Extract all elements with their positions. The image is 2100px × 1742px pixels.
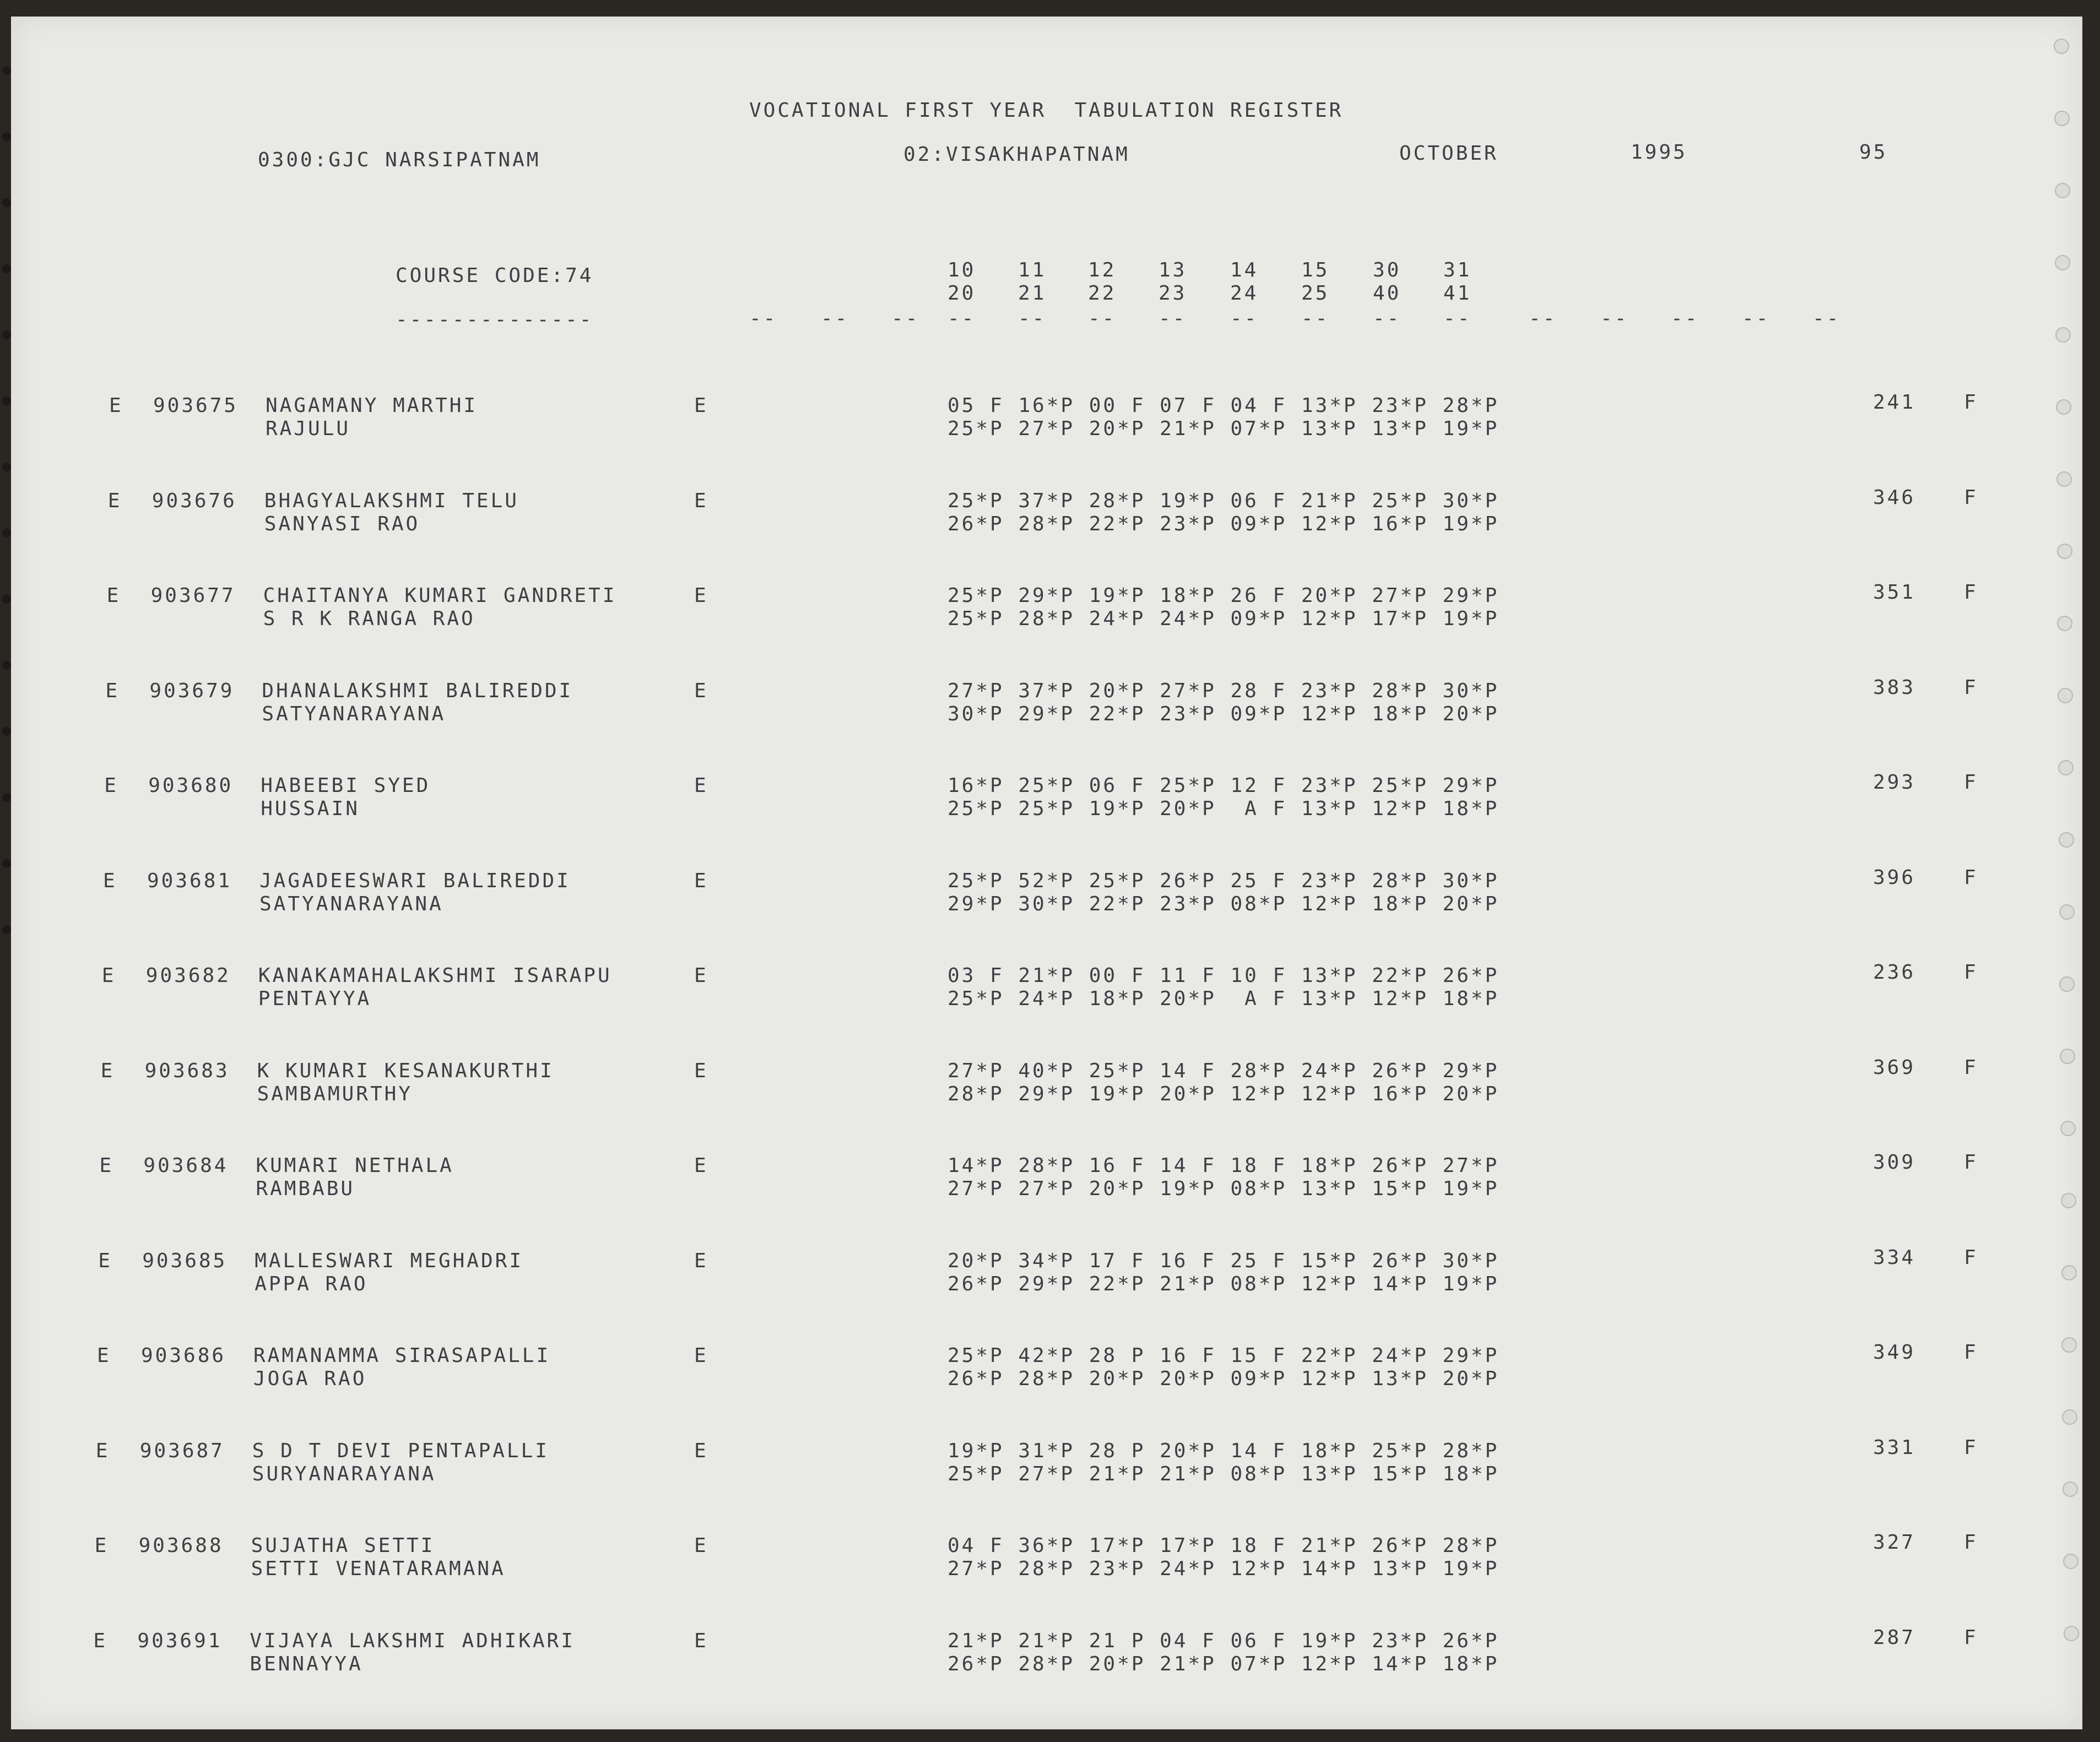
student-record [11, 1146, 2049, 1201]
medium: E [694, 1629, 708, 1652]
punch-hole [2054, 39, 2069, 54]
student-record [11, 1621, 2049, 1676]
result: F [1964, 1056, 1978, 1079]
edge-hole [2, 925, 11, 934]
edge-hole [2, 529, 11, 538]
marks-line-2: 25*P 27*P 20*P 21*P 07*P 13*P 13*P 19*P [948, 417, 1500, 440]
result: F [1964, 581, 1978, 604]
student-name: KANAKAMAHALAKSHMI ISARAPU [258, 964, 612, 987]
student-record [11, 1526, 2049, 1581]
subject-code-top: 11 [1018, 259, 1047, 281]
course-code: COURSE CODE:74 [396, 264, 594, 287]
roll-number: 903688 [138, 1534, 224, 1557]
medium: E [694, 489, 708, 512]
student-record [11, 1241, 2049, 1296]
guardian-name: SURYANARAYANA [252, 1462, 436, 1485]
guardian-name: SATYANARAYANA [262, 702, 446, 725]
medium: E [694, 1534, 708, 1557]
student-record [11, 766, 2049, 821]
total-marks: 331 [1873, 1436, 1916, 1459]
student-name: SUJATHA SETTI [251, 1534, 435, 1557]
roll-number: 903682 [145, 964, 231, 987]
subject-code-top: 12 [1088, 259, 1117, 281]
subject-code-bottom: 25 [1301, 282, 1330, 305]
student-name: MALLESWARI MEGHADRI [255, 1249, 523, 1272]
column-separator: -- [891, 307, 920, 330]
marks-line-2: 27*P 27*P 20*P 19*P 08*P 13*P 15*P 19*P [948, 1177, 1500, 1200]
student-name: VIJAYA LAKSHMI ADHIKARI [250, 1629, 575, 1652]
column-separator: -- [1742, 307, 1771, 330]
column-separator: -- [948, 307, 976, 330]
edge-hole [2, 198, 11, 207]
category: E [94, 1534, 109, 1557]
subject-code-bottom: 22 [1088, 282, 1117, 305]
marks-line-1: 04 F 36*P 17*P 17*P 18 F 21*P 26*P 28*P [948, 1534, 1500, 1557]
result: F [1964, 1341, 1978, 1364]
marks-line-2: 26*P 28*P 22*P 23*P 09*P 12*P 16*P 19*P [948, 512, 1500, 535]
student-record [11, 481, 2049, 536]
medium: E [694, 1059, 708, 1082]
subject-code-top: 31 [1443, 259, 1472, 281]
student-record [11, 671, 2049, 726]
punch-hole [2060, 1049, 2075, 1064]
subject-code-top: 10 [948, 259, 976, 281]
marks-line-1: 25*P 37*P 28*P 19*P 06 F 21*P 25*P 30*P [948, 489, 1500, 512]
edge-hole [2, 463, 11, 471]
subject-code-bottom: 41 [1443, 282, 1472, 305]
subject-code-bottom: 24 [1230, 282, 1259, 305]
column-separator: -- [1600, 307, 1629, 330]
marks-line-2: 25*P 28*P 24*P 24*P 09*P 12*P 17*P 19*P [948, 607, 1500, 630]
guardian-name: S R K RANGA RAO [263, 607, 475, 630]
marks-line-2: 30*P 29*P 22*P 23*P 09*P 12*P 18*P 20*P [948, 702, 1500, 725]
edge-hole [2, 264, 11, 273]
student-name: S D T DEVI PENTAPALLI [252, 1439, 549, 1462]
punch-hole [2061, 1193, 2076, 1208]
total-marks: 334 [1873, 1246, 1916, 1269]
student-name: KUMARI NETHALA [256, 1154, 454, 1177]
roll-number: 903684 [143, 1154, 229, 1177]
category: E [101, 964, 116, 987]
total-marks: 383 [1873, 676, 1916, 699]
subject-code-bottom: 20 [948, 282, 976, 305]
roll-number: 903686 [141, 1344, 226, 1367]
roll-number: 903680 [148, 774, 234, 797]
marks-line-1: 25*P 52*P 25*P 26*P 25 F 23*P 28*P 30*P [948, 869, 1500, 892]
edge-hole [2, 397, 11, 405]
column-separator: -- [1373, 307, 1401, 330]
roll-number: 903677 [150, 584, 236, 607]
result: F [1964, 771, 1978, 794]
marks-line-1: 14*P 28*P 16 F 14 F 18 F 18*P 26*P 27*P [948, 1154, 1500, 1177]
guardian-name: PENTAYYA [258, 987, 372, 1010]
marks-line-1: 25*P 29*P 19*P 18*P 26 F 20*P 27*P 29*P [948, 584, 1500, 607]
punch-hole [2058, 688, 2073, 703]
student-name: NAGAMANY MARTHI [266, 394, 478, 417]
exam-year: 1995 [1631, 141, 1687, 164]
punch-hole [2055, 327, 2071, 343]
medium: E [694, 1249, 708, 1272]
punch-hole [2054, 111, 2070, 126]
student-name: K KUMARI KESANAKURTHI [257, 1059, 554, 1082]
student-name: DHANALAKSHMI BALIREDDI [262, 679, 573, 702]
guardian-name: JOGA RAO [253, 1367, 367, 1390]
result: F [1964, 486, 1978, 509]
category: E [97, 1344, 111, 1367]
marks-line-2: 25*P 25*P 19*P 20*P A F 13*P 12*P 18*P [948, 797, 1500, 820]
district-code: 02:VISAKHAPATNAM [903, 143, 1130, 166]
edge-hole [2, 727, 11, 736]
punch-hole [2063, 1481, 2078, 1497]
page-number: 95 [1859, 141, 1888, 164]
marks-line-1: 20*P 34*P 17 F 16 F 25 F 15*P 26*P 30*P [948, 1249, 1500, 1272]
marks-line-2: 25*P 27*P 21*P 21*P 08*P 13*P 15*P 18*P [948, 1462, 1500, 1485]
student-name: RAMANAMMA SIRASAPALLI [253, 1344, 551, 1367]
punch-hole [2055, 183, 2070, 198]
roll-number: 903679 [149, 679, 235, 702]
punch-hole [2063, 1554, 2079, 1569]
punch-hole [2064, 1626, 2079, 1641]
edge-hole [2, 330, 11, 339]
total-marks: 241 [1873, 391, 1916, 414]
roll-number: 903685 [142, 1249, 228, 1272]
medium: E [694, 1154, 708, 1177]
subject-code-bottom: 23 [1159, 282, 1187, 305]
column-separator: -- [1018, 307, 1047, 330]
category: E [106, 584, 121, 607]
marks-line-1: 25*P 42*P 28 P 16 F 15 F 22*P 24*P 29*P [948, 1344, 1500, 1367]
marks-line-2: 26*P 28*P 20*P 20*P 09*P 12*P 13*P 20*P [948, 1367, 1500, 1390]
register-sheet [11, 17, 2082, 1729]
marks-line-2: 27*P 28*P 23*P 24*P 12*P 14*P 13*P 19*P [948, 1558, 1500, 1580]
guardian-name: SATYANARAYANA [259, 892, 443, 915]
category: E [104, 774, 118, 797]
student-record [11, 861, 2049, 916]
punch-hole [2057, 544, 2072, 559]
guardian-name: RAMBABU [256, 1177, 355, 1200]
roll-number: 903676 [151, 489, 237, 512]
category: E [100, 1059, 115, 1082]
student-name: CHAITANYA KUMARI GANDRETI [263, 584, 617, 607]
result: F [1964, 1436, 1978, 1459]
column-separator: -- [1443, 307, 1472, 330]
total-marks: 327 [1873, 1531, 1916, 1554]
roll-number: 903691 [137, 1629, 223, 1652]
medium: E [694, 679, 708, 702]
subject-code-top: 30 [1373, 259, 1401, 281]
subject-code-bottom: 40 [1373, 282, 1401, 305]
punch-hole [2058, 760, 2074, 775]
guardian-name: APPA RAO [255, 1272, 368, 1295]
result: F [1964, 866, 1978, 889]
total-marks: 351 [1873, 581, 1916, 604]
medium: E [694, 584, 708, 607]
marks-line-1: 16*P 25*P 06 F 25*P 12 F 23*P 25*P 29*P [948, 774, 1500, 797]
total-marks: 369 [1873, 1056, 1916, 1079]
column-separator: -- [1671, 307, 1700, 330]
column-separator: -- [1301, 307, 1330, 330]
roll-number: 903681 [147, 869, 232, 892]
marks-line-1: 27*P 37*P 20*P 27*P 28 F 23*P 28*P 30*P [948, 679, 1500, 702]
roll-number: 903675 [153, 394, 239, 417]
punch-hole [2060, 1121, 2076, 1136]
marks-line-1: 19*P 31*P 28 P 20*P 14 F 18*P 25*P 28*P [948, 1439, 1500, 1462]
medium: E [694, 774, 708, 797]
medium: E [694, 1439, 708, 1462]
marks-line-2: 28*P 29*P 19*P 20*P 12*P 12*P 16*P 20*P [948, 1082, 1500, 1105]
result: F [1964, 1246, 1978, 1269]
column-separator: -- [749, 307, 778, 330]
student-record [11, 1051, 2049, 1106]
medium: E [694, 869, 708, 892]
marks-line-1: 27*P 40*P 25*P 14 F 28*P 24*P 26*P 29*P [948, 1059, 1500, 1082]
student-name: JAGADEESWARI BALIREDDI [259, 869, 571, 892]
guardian-name: RAJULU [266, 417, 351, 440]
course-code-underline: -------------- [396, 308, 594, 331]
result: F [1964, 1531, 1978, 1554]
guardian-name: HUSSAIN [261, 797, 360, 820]
marks-line-2: 26*P 29*P 22*P 21*P 08*P 12*P 14*P 19*P [948, 1272, 1500, 1295]
roll-number: 903687 [139, 1439, 225, 1462]
guardian-name: SANYASI RAO [264, 512, 420, 535]
result: F [1964, 391, 1978, 414]
total-marks: 293 [1873, 771, 1916, 794]
marks-line-1: 05 F 16*P 00 F 07 F 04 F 13*P 23*P 28*P [948, 394, 1500, 417]
punch-hole [2059, 832, 2074, 848]
category: E [103, 869, 117, 892]
punch-hole [2059, 904, 2075, 920]
student-record [11, 1431, 2049, 1486]
guardian-name: BENNAYYA [250, 1652, 363, 1675]
marks-line-2: 29*P 30*P 22*P 23*P 08*P 12*P 18*P 20*P [948, 892, 1500, 915]
column-separator: -- [1529, 307, 1557, 330]
student-name: BHAGYALAKSHMI TELU [264, 489, 519, 512]
student-name: HABEEBI SYED [261, 774, 431, 797]
result: F [1964, 961, 1978, 984]
student-record [11, 956, 2049, 1011]
edge-hole [2, 859, 11, 868]
edge-hole [2, 66, 11, 75]
student-record [11, 1336, 2049, 1391]
punch-hole [2061, 1265, 2077, 1280]
edge-hole [2, 793, 11, 802]
college-code: 0300:GJC NARSIPATNAM [258, 149, 541, 171]
total-marks: 236 [1873, 961, 1916, 984]
category: E [95, 1439, 110, 1462]
column-separator: -- [1088, 307, 1117, 330]
student-record [11, 386, 2049, 441]
edge-hole [2, 661, 11, 670]
medium: E [694, 964, 708, 987]
column-separator: -- [821, 307, 849, 330]
edge-hole [2, 595, 11, 604]
marks-line-1: 03 F 21*P 00 F 11 F 10 F 13*P 22*P 26*P [948, 964, 1500, 987]
punch-hole [2056, 471, 2072, 487]
medium: E [694, 1344, 708, 1367]
roll-number: 903683 [144, 1059, 230, 1082]
category: E [109, 394, 123, 417]
total-marks: 346 [1873, 486, 1916, 509]
student-record [11, 576, 2049, 631]
result: F [1964, 676, 1978, 699]
category: E [105, 679, 120, 702]
marks-line-2: 25*P 24*P 18*P 20*P A F 13*P 12*P 18*P [948, 987, 1500, 1010]
register-title: VOCATIONAL FIRST YEAR TABULATION REGISTER [749, 99, 1344, 122]
category: E [98, 1249, 112, 1272]
total-marks: 309 [1873, 1151, 1916, 1174]
total-marks: 396 [1873, 866, 1916, 889]
edge-hole [2, 132, 11, 141]
category: E [107, 489, 122, 512]
subject-code-top: 15 [1301, 259, 1330, 281]
marks-line-1: 21*P 21*P 21 P 04 F 06 F 19*P 23*P 26*P [948, 1629, 1500, 1652]
column-separator: -- [1230, 307, 1259, 330]
medium: E [694, 394, 708, 417]
result: F [1964, 1151, 1978, 1174]
guardian-name: SAMBAMURTHY [257, 1082, 413, 1105]
punch-hole [2056, 399, 2071, 415]
exam-month: OCTOBER [1399, 142, 1498, 165]
subject-code-top: 14 [1230, 259, 1259, 281]
result: F [1964, 1626, 1978, 1649]
category: E [93, 1629, 108, 1652]
marks-line-2: 26*P 28*P 20*P 21*P 07*P 12*P 14*P 18*P [948, 1652, 1500, 1675]
subject-code-bottom: 21 [1018, 282, 1047, 305]
column-separator: -- [1812, 307, 1841, 330]
category: E [99, 1154, 114, 1177]
subject-code-top: 13 [1159, 259, 1187, 281]
guardian-name: SETTI VENATARAMANA [251, 1558, 506, 1580]
total-marks: 349 [1873, 1341, 1916, 1364]
punch-hole [2062, 1409, 2077, 1425]
total-marks: 287 [1873, 1626, 1916, 1649]
column-separator: -- [1159, 307, 1187, 330]
